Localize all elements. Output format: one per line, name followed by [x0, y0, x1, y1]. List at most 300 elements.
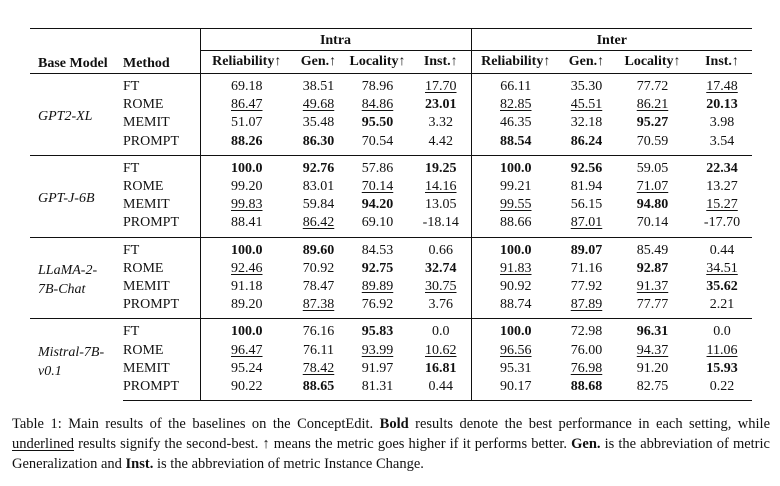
score-value: 99.21 [500, 179, 532, 195]
score-cell [344, 133, 411, 156]
score-cell [411, 214, 471, 237]
score-cell [293, 378, 344, 401]
header-metric: Inst.↑ [692, 51, 752, 74]
score-value: 13.05 [425, 197, 457, 213]
score-cell [613, 278, 692, 296]
table-row [30, 296, 752, 319]
score-cell [293, 155, 344, 178]
score-value: 96.56 [500, 342, 532, 358]
score-value: 88.54 [500, 133, 532, 149]
score-value: 77.72 [636, 79, 669, 95]
header-metric: Reliability↑ [200, 51, 293, 74]
score-value: 59.05 [636, 160, 669, 176]
score-cell [344, 74, 411, 97]
score-cell [200, 296, 293, 319]
score-value: 76.11 [303, 342, 334, 358]
caption-label: Table 1: [12, 416, 62, 432]
score-value: 96.47 [231, 342, 263, 358]
table-row [30, 278, 752, 296]
score-value: 66.11 [500, 79, 532, 95]
score-value: 11.06 [706, 342, 738, 358]
score-cell [560, 319, 613, 342]
score-cell [293, 214, 344, 237]
score-cell [200, 278, 293, 296]
score-value: 95.83 [361, 324, 394, 340]
caption-text: Main results of the baselines on the ConceptEdit. [61, 416, 380, 432]
score-value: 57.86 [361, 160, 394, 176]
score-value: 99.55 [500, 197, 532, 213]
header-method: Method [123, 29, 200, 74]
score-value: 35.48 [302, 115, 335, 131]
score-cell [560, 214, 613, 237]
score-value: 70.54 [361, 133, 394, 149]
score-value: 15.27 [706, 197, 738, 213]
header-metric: Reliability↑ [471, 51, 560, 74]
score-value: 84.86 [361, 97, 394, 113]
model-group [30, 74, 752, 156]
score-cell [613, 360, 692, 378]
score-value: 90.22 [231, 378, 263, 394]
score-cell [692, 74, 752, 97]
score-cell [411, 133, 471, 156]
score-value: 70.14 [361, 179, 394, 195]
method-name: MEMIT [123, 360, 170, 376]
score-value: 45.51 [570, 97, 603, 113]
score-value: 70.14 [636, 215, 669, 231]
score-cell [471, 341, 560, 359]
score-value: -17.70 [703, 215, 741, 231]
score-cell [411, 96, 471, 114]
score-cell [411, 360, 471, 378]
score-cell [344, 260, 411, 278]
header-metric: Gen.↑ [293, 51, 344, 74]
score-cell [344, 114, 411, 132]
base-model-name [30, 155, 123, 237]
score-value: 59.84 [302, 197, 335, 213]
score-value: 0.22 [709, 378, 735, 394]
score-cell [293, 360, 344, 378]
score-value: 100.0 [231, 324, 263, 340]
table-caption [12, 414, 770, 474]
method-name: MEMIT [123, 197, 170, 213]
table-row [30, 74, 752, 97]
score-cell [471, 378, 560, 401]
score-value: 87.38 [302, 297, 335, 313]
score-cell [471, 155, 560, 178]
score-value: 82.75 [636, 378, 669, 394]
score-value: 100.0 [231, 242, 263, 258]
score-value: 90.17 [500, 378, 532, 394]
score-value: 88.68 [570, 378, 603, 394]
score-value: 81.94 [570, 179, 603, 195]
score-value: 0.44 [709, 242, 735, 258]
table-row [30, 214, 752, 237]
score-cell [613, 296, 692, 319]
score-value: -18.14 [422, 215, 459, 231]
header-base-model: Base Model [30, 29, 123, 74]
table-row [30, 96, 752, 114]
caption-text: results signify the second-best. ↑ means the metric goes higher if it performs better. [74, 436, 572, 452]
score-cell [692, 237, 752, 260]
score-value: 89.07 [570, 242, 603, 258]
score-value: 32.74 [425, 260, 457, 276]
score-cell [692, 155, 752, 178]
score-value: 2.21 [709, 297, 735, 313]
score-cell [200, 214, 293, 237]
score-cell [200, 114, 293, 132]
score-cell [200, 96, 293, 114]
score-cell [560, 237, 613, 260]
method-name: FT [123, 74, 200, 97]
score-value: 0.0 [713, 324, 731, 340]
score-cell [411, 155, 471, 178]
score-value: 96.31 [636, 324, 669, 340]
score-cell [344, 278, 411, 296]
score-cell [560, 96, 613, 114]
score-cell [692, 260, 752, 278]
score-value: 13.27 [706, 179, 738, 195]
score-cell [411, 74, 471, 97]
score-cell [692, 341, 752, 359]
score-value: 71.07 [636, 179, 669, 195]
score-cell [200, 178, 293, 196]
score-cell [344, 360, 411, 378]
score-value: 17.48 [706, 79, 738, 95]
score-cell [692, 278, 752, 296]
caption-gen-abbr: Gen. [571, 436, 601, 452]
score-value: 94.80 [636, 197, 669, 213]
score-cell [344, 378, 411, 401]
score-value: 91.37 [636, 278, 669, 294]
score-value: 77.92 [570, 278, 603, 294]
score-cell [471, 278, 560, 296]
table-header [30, 29, 752, 74]
score-cell [471, 96, 560, 114]
table-row [30, 260, 752, 278]
score-value: 88.65 [302, 378, 335, 394]
score-value: 90.92 [500, 278, 532, 294]
score-cell [293, 278, 344, 296]
score-value: 91.83 [500, 260, 532, 276]
score-cell [560, 178, 613, 196]
score-value: 71.16 [570, 260, 603, 276]
score-value: 3.76 [428, 297, 453, 313]
score-value: 99.20 [231, 179, 263, 195]
score-value: 100.0 [500, 324, 532, 340]
method-name: ROME [123, 179, 164, 195]
score-cell [293, 74, 344, 97]
score-cell [613, 214, 692, 237]
score-value: 56.15 [570, 197, 603, 213]
score-cell [692, 196, 752, 214]
model-group [30, 319, 752, 401]
score-value: 70.92 [302, 260, 335, 276]
score-cell [293, 237, 344, 260]
score-value: 15.93 [706, 360, 738, 376]
base-model-line: LLaMA-2- [38, 262, 98, 278]
score-cell [692, 378, 752, 401]
score-value: 78.42 [302, 360, 335, 376]
score-value: 4.42 [428, 133, 453, 149]
score-cell [692, 319, 752, 342]
score-cell [560, 296, 613, 319]
score-value: 19.25 [425, 160, 457, 176]
score-cell [692, 114, 752, 132]
method-name: MEMIT [123, 278, 170, 294]
score-cell [293, 341, 344, 359]
base-model-name [30, 319, 123, 401]
score-cell [471, 360, 560, 378]
score-cell [471, 319, 560, 342]
score-value: 20.13 [706, 97, 738, 113]
score-value: 76.16 [302, 324, 335, 340]
table-row [30, 114, 752, 132]
table-row [30, 133, 752, 156]
score-value: 86.47 [231, 97, 263, 113]
score-value: 87.89 [570, 297, 603, 313]
method-name: ROME [123, 97, 164, 113]
table-row [30, 196, 752, 214]
score-value: 91.97 [361, 360, 394, 376]
score-cell [560, 155, 613, 178]
score-cell [293, 114, 344, 132]
score-cell [411, 319, 471, 342]
score-value: 89.20 [231, 297, 263, 313]
score-value: 92.87 [636, 260, 669, 276]
score-value: 89.89 [361, 278, 394, 294]
score-cell [613, 114, 692, 132]
score-value: 0.66 [428, 242, 453, 258]
score-value: 77.77 [636, 297, 669, 313]
results-table [30, 28, 752, 401]
score-cell [411, 178, 471, 196]
score-cell [200, 74, 293, 97]
header-inter-label: Inter [596, 33, 627, 48]
base-model-line: Mistral-7B- [38, 344, 105, 360]
method-name: ROME [123, 260, 164, 276]
score-value: 86.21 [636, 97, 669, 113]
score-cell [200, 378, 293, 401]
base-model-line: 7B-Chat [38, 281, 86, 297]
base-model-line: GPT-J-6B [38, 190, 95, 206]
score-value: 86.30 [302, 133, 335, 149]
score-value: 91.20 [636, 360, 669, 376]
score-value: 88.74 [500, 297, 532, 313]
score-value: 95.31 [500, 360, 532, 376]
score-value: 78.47 [302, 278, 335, 294]
base-model-name [30, 237, 123, 319]
score-value: 51.07 [231, 115, 263, 131]
score-value: 0.44 [428, 378, 453, 394]
score-cell [560, 196, 613, 214]
score-cell [471, 178, 560, 196]
score-cell [293, 96, 344, 114]
score-cell [200, 341, 293, 359]
score-value: 88.26 [231, 133, 263, 149]
score-cell [560, 133, 613, 156]
score-cell [344, 319, 411, 342]
method-name: FT [123, 155, 200, 178]
caption-text: results denote the best performance in each setting, while [408, 416, 771, 432]
base-model-name [30, 74, 123, 156]
table-row [30, 360, 752, 378]
score-value: 93.99 [361, 342, 394, 358]
score-value: 92.76 [302, 160, 335, 176]
score-value: 95.27 [636, 115, 669, 131]
score-value: 32.18 [570, 115, 603, 131]
score-cell [471, 260, 560, 278]
score-value: 46.35 [500, 115, 532, 131]
score-value: 76.92 [361, 297, 394, 313]
score-cell [411, 237, 471, 260]
score-value: 91.18 [231, 278, 263, 294]
score-cell [411, 296, 471, 319]
score-cell [293, 178, 344, 196]
table-row [30, 341, 752, 359]
score-value: 84.53 [361, 242, 394, 258]
score-cell [692, 96, 752, 114]
score-value: 95.24 [231, 360, 263, 376]
base-model-line: GPT2-XL [38, 108, 93, 124]
header-inter [471, 29, 752, 51]
score-value: 81.31 [361, 378, 394, 394]
score-cell [200, 237, 293, 260]
score-value: 76.98 [570, 360, 603, 376]
score-cell [344, 196, 411, 214]
score-cell [613, 178, 692, 196]
score-cell [692, 178, 752, 196]
score-cell [344, 237, 411, 260]
score-value: 86.24 [570, 133, 603, 149]
table-row [30, 237, 752, 260]
score-cell [471, 133, 560, 156]
header-metric: Gen.↑ [560, 51, 613, 74]
score-value: 92.75 [361, 260, 394, 276]
score-value: 38.51 [302, 79, 335, 95]
header-intra-label: Intra [319, 33, 352, 48]
score-value: 94.20 [361, 197, 394, 213]
score-value: 76.00 [570, 342, 603, 358]
table-row [30, 378, 752, 401]
score-value: 3.32 [428, 115, 453, 131]
score-cell [344, 296, 411, 319]
score-cell [411, 378, 471, 401]
score-value: 70.59 [636, 133, 669, 149]
score-value: 95.50 [361, 115, 394, 131]
score-cell [411, 260, 471, 278]
score-cell [560, 378, 613, 401]
score-value: 49.68 [302, 97, 335, 113]
score-cell [692, 133, 752, 156]
score-cell [200, 155, 293, 178]
score-value: 3.54 [709, 133, 735, 149]
score-value: 35.62 [706, 278, 738, 294]
table-row [30, 178, 752, 196]
score-cell [200, 360, 293, 378]
score-value: 87.01 [570, 215, 603, 231]
score-value: 92.56 [570, 160, 603, 176]
caption-bold-word: Bold [379, 416, 409, 432]
score-value: 69.18 [231, 79, 263, 95]
score-cell [613, 96, 692, 114]
table-row [30, 155, 752, 178]
score-value: 78.96 [361, 79, 394, 95]
score-cell [293, 133, 344, 156]
score-cell [613, 260, 692, 278]
method-name: FT [123, 237, 200, 260]
score-cell [200, 196, 293, 214]
header-metric: Inst.↑ [411, 51, 471, 74]
model-group [30, 237, 752, 319]
method-name: MEMIT [123, 115, 170, 131]
score-cell [613, 319, 692, 342]
score-value: 100.0 [500, 242, 532, 258]
method-name: PROMPT [123, 297, 180, 313]
score-cell [344, 341, 411, 359]
score-value: 89.60 [302, 242, 335, 258]
method-name: PROMPT [123, 133, 180, 149]
caption-underlined-word: underlined [12, 436, 75, 452]
score-cell [560, 260, 613, 278]
score-cell [293, 196, 344, 214]
score-cell [471, 114, 560, 132]
caption-text: is the abbreviation of metric Generalization and [12, 436, 770, 472]
score-value: 99.83 [231, 197, 263, 213]
score-cell [471, 296, 560, 319]
score-value: 100.0 [231, 160, 263, 176]
score-cell [200, 319, 293, 342]
score-cell [344, 155, 411, 178]
score-cell [293, 260, 344, 278]
method-name: PROMPT [123, 378, 200, 401]
score-value: 3.98 [709, 115, 735, 131]
score-cell [692, 360, 752, 378]
score-value: 72.98 [570, 324, 603, 340]
score-cell [613, 133, 692, 156]
model-group [30, 155, 752, 237]
score-value: 82.85 [500, 97, 532, 113]
score-value: 16.81 [425, 360, 457, 376]
header-intra [200, 29, 471, 51]
score-cell [344, 96, 411, 114]
caption-text: is the abbreviation of metric Instance Change. [153, 456, 424, 472]
score-cell [613, 378, 692, 401]
table-row [30, 319, 752, 342]
score-value: 88.66 [500, 215, 532, 231]
score-cell [411, 196, 471, 214]
score-cell [411, 114, 471, 132]
score-cell [200, 260, 293, 278]
score-cell [411, 278, 471, 296]
score-cell [613, 155, 692, 178]
score-value: 14.16 [425, 179, 457, 195]
method-name: PROMPT [123, 215, 180, 231]
method-name: ROME [123, 342, 164, 358]
score-cell [560, 341, 613, 359]
score-value: 0.0 [432, 324, 450, 340]
score-cell [293, 296, 344, 319]
score-value: 30.75 [425, 278, 457, 294]
score-value: 35.30 [570, 79, 603, 95]
score-cell [613, 196, 692, 214]
caption-inst-abbr: Inst. [125, 456, 154, 472]
score-cell [471, 214, 560, 237]
score-cell [293, 319, 344, 342]
score-value: 100.0 [500, 160, 532, 176]
score-cell [560, 360, 613, 378]
score-cell [692, 214, 752, 237]
score-value: 17.70 [425, 79, 457, 95]
